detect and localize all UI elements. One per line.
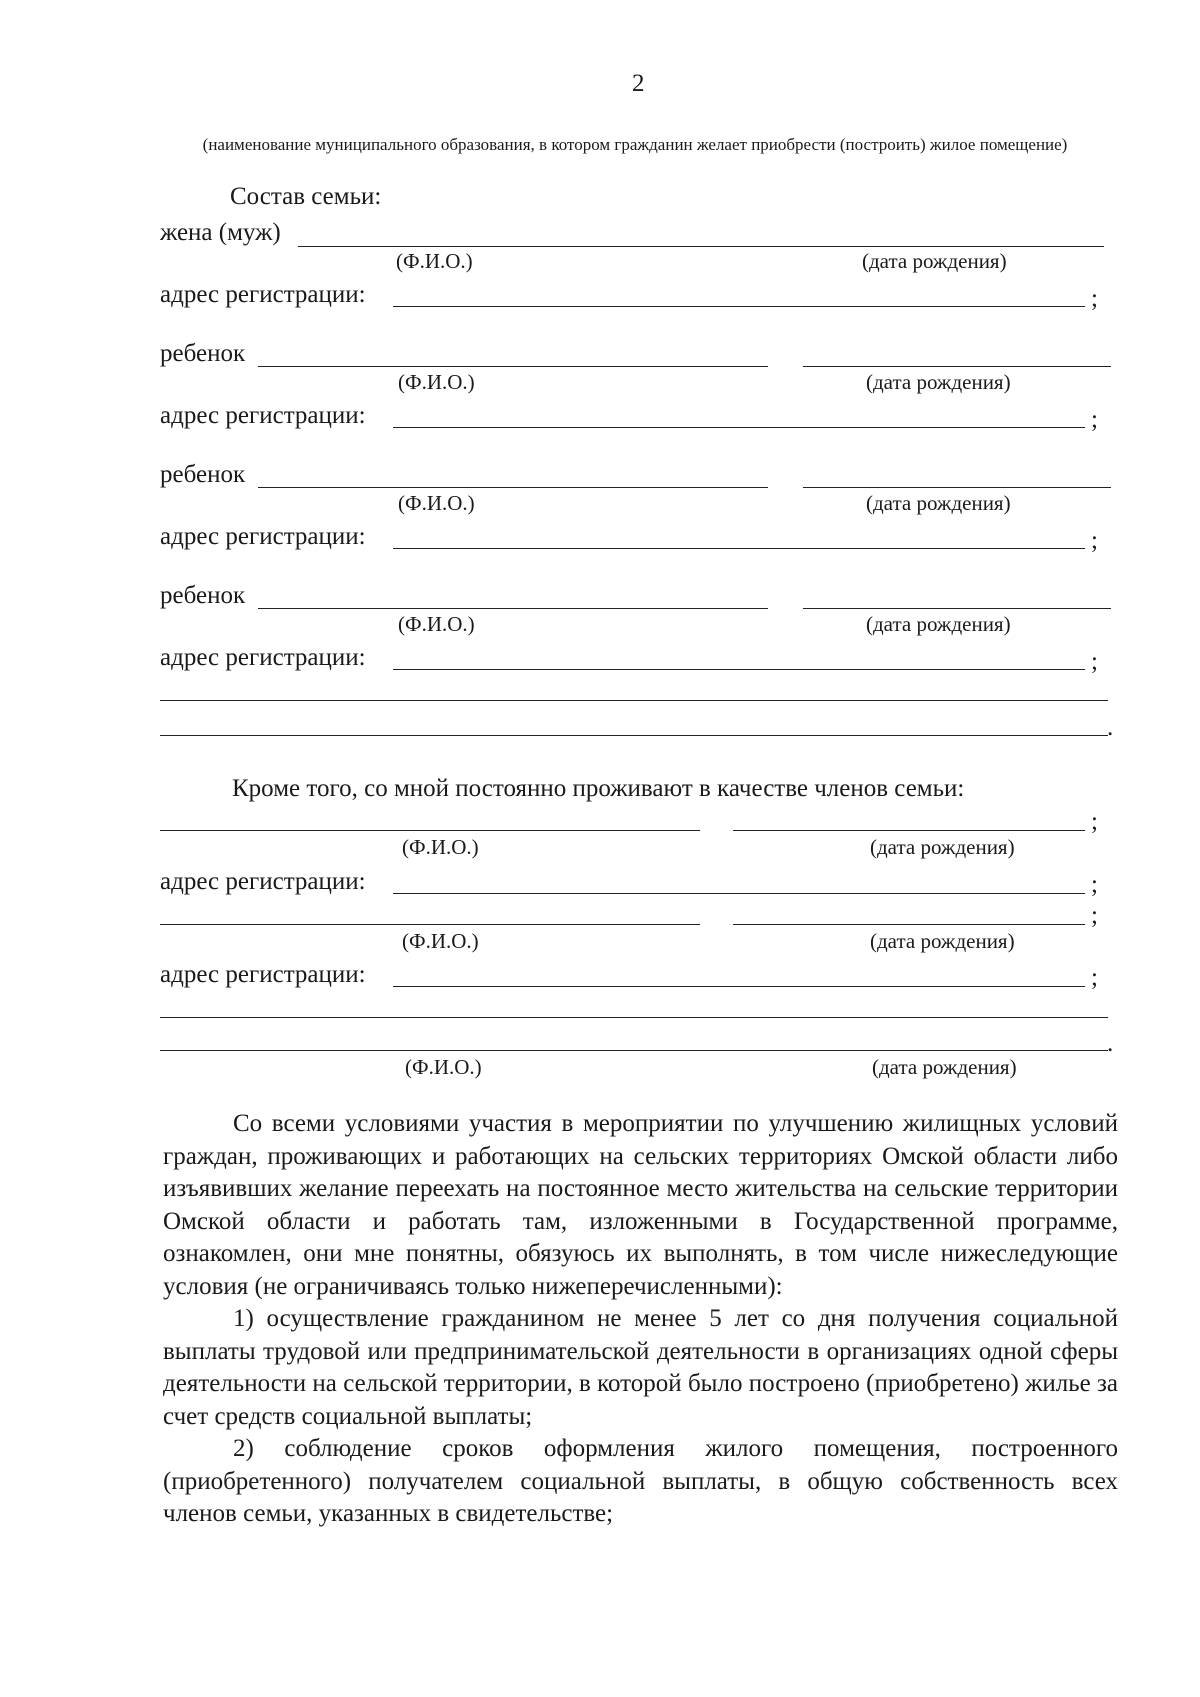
child-birth-line[interactable] [803, 366, 1111, 367]
fio-caption: (Ф.И.О.) [398, 612, 475, 636]
member-birth-line[interactable] [733, 830, 1085, 831]
member-birth-line[interactable] [733, 924, 1085, 925]
fio-caption: (Ф.И.О.) [402, 835, 479, 859]
semicolon: ; [1091, 964, 1098, 991]
semicolon: ; [1091, 648, 1098, 675]
condition-item-2: 2) соблюдение сроков оформления жилого помещения, построенного (приобретенного) получателем социальной выплаты, в общую собственность всех членов семьи, указанных в свидетельстве; [163, 1435, 1118, 1527]
address-label: адрес регистрации: [160, 868, 366, 895]
address-fill-line[interactable] [393, 548, 1085, 549]
page-number: 2 [632, 70, 645, 97]
birth-caption: (дата рождения) [866, 370, 1011, 394]
family-title: Состав семьи: [230, 183, 382, 210]
address-fill-line[interactable] [393, 669, 1085, 670]
fio-caption: (Ф.И.О.) [396, 249, 473, 273]
semicolon: ; [1091, 871, 1098, 898]
period: . [1107, 714, 1114, 741]
header-note: (наименование муниципального образования, в котором гражданин желает приобрести (построить) жилое помещение) [202, 135, 1068, 154]
fio-caption: (Ф.И.О.) [405, 1055, 482, 1079]
address-fill-line[interactable] [393, 427, 1085, 428]
conditions-intro: Со всеми условиями участия в мероприятии по улучшению жилищных условий граждан, проживающих и работающих на сельских территориях Омской области либо изъявивших желание переехать на постоянное место жительства на сельские территории Омской области и работать там, изложенными в Государственной программе, ознакомлен, они мне понятны, обязуюсь их выполнять, в том числе нижеследующие условия (не ограничиваясь только нижеперечисленными): [163, 1110, 1118, 1300]
address-fill-line[interactable] [393, 986, 1085, 987]
fio-caption: (Ф.И.О.) [398, 370, 475, 394]
birth-caption: (дата рождения) [872, 1055, 1017, 1079]
extra-fill-line[interactable] [160, 1050, 1108, 1051]
semicolon: ; [1091, 808, 1098, 835]
address-label: адрес регистрации: [160, 644, 366, 671]
child-label: ребенок [160, 582, 246, 609]
extra-fill-line[interactable] [160, 700, 1108, 701]
fio-caption: (Ф.И.О.) [398, 491, 475, 515]
address-label: адрес регистрации: [160, 523, 366, 550]
address-fill-line[interactable] [393, 306, 1085, 307]
spouse-fill-line[interactable] [298, 246, 1104, 247]
extra-fill-line[interactable] [160, 1017, 1108, 1018]
additional-title: Кроме того, со мной постоянно проживают в качестве членов семьи: [232, 775, 965, 802]
birth-caption: (дата рождения) [862, 249, 1007, 273]
semicolon: ; [1091, 902, 1098, 929]
child-fio-line[interactable] [258, 487, 768, 488]
condition-item-1: 1) осуществление гражданином не менее 5 лет со дня получения социальной выплаты трудовой или предпринимательской деятельности в организациях одной сферы деятельности на сельской территории, в которой было построено (приобретено) жилье за счет средств социальной выплаты; [163, 1305, 1118, 1430]
birth-caption: (дата рождения) [870, 835, 1015, 859]
child-fio-line[interactable] [258, 608, 768, 609]
address-label: адрес регистрации: [160, 402, 366, 429]
spouse-label: жена (муж) [160, 219, 281, 246]
address-label: адрес регистрации: [160, 281, 366, 308]
period: . [1107, 1030, 1114, 1057]
semicolon: ; [1091, 406, 1098, 433]
semicolon: ; [1091, 527, 1098, 554]
conditions-block [163, 1108, 1118, 1531]
child-label: ребенок [160, 340, 246, 367]
semicolon: ; [1091, 285, 1098, 312]
birth-caption: (дата рождения) [866, 491, 1011, 515]
child-label: ребенок [160, 461, 246, 488]
address-fill-line[interactable] [393, 893, 1085, 894]
birth-caption: (дата рождения) [870, 929, 1015, 953]
child-fio-line[interactable] [258, 366, 768, 367]
address-label: адрес регистрации: [160, 961, 366, 988]
birth-caption: (дата рождения) [866, 612, 1011, 636]
extra-fill-line[interactable] [160, 735, 1108, 736]
member-fio-line[interactable] [160, 830, 700, 831]
child-birth-line[interactable] [803, 487, 1111, 488]
fio-caption: (Ф.И.О.) [402, 929, 479, 953]
child-birth-line[interactable] [803, 608, 1111, 609]
member-fio-line[interactable] [160, 924, 700, 925]
